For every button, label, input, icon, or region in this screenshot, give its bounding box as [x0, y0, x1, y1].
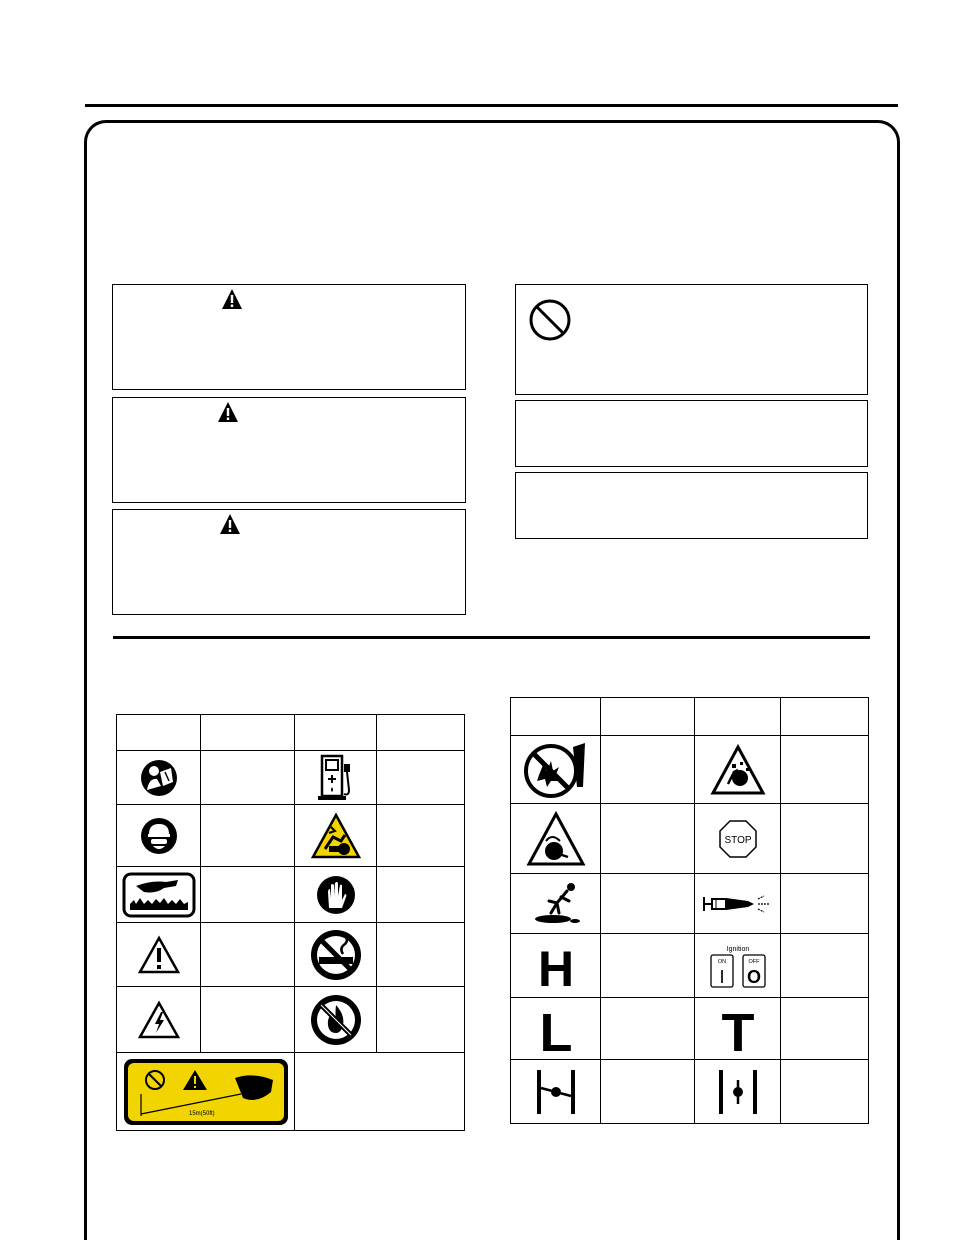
- spray-icon: [702, 893, 774, 915]
- table-row: [117, 751, 465, 805]
- stop-icon: [718, 819, 758, 859]
- stop-label: STOP: [723, 834, 752, 846]
- danger-box: [112, 284, 466, 390]
- table-row: [511, 934, 869, 998]
- prohibition-box: [515, 284, 868, 395]
- right-symbol-table: [510, 697, 869, 1124]
- choke-open-icon: [713, 1068, 763, 1116]
- low-letter: L: [539, 1004, 572, 1053]
- left-symbol-table: [116, 714, 465, 1131]
- hot-surface-icon: [122, 872, 196, 918]
- ignition-label: Ignition: [726, 945, 749, 953]
- table-row: [117, 987, 465, 1053]
- no-fire-icon: [309, 993, 363, 1047]
- distance-label: 15m(50ft): [188, 1110, 215, 1117]
- ignition-switch-icon: [699, 943, 777, 989]
- table-row: [511, 736, 869, 804]
- electric-shock-icon: [137, 1000, 181, 1040]
- gloves-icon: [315, 874, 357, 916]
- warning-box: [112, 397, 466, 503]
- no-thrown-objects-icon: [523, 741, 589, 799]
- falling-object-icon: [526, 811, 586, 867]
- high-letter: H: [537, 943, 574, 988]
- table-row: [117, 867, 465, 923]
- prohibition-icon: [528, 298, 572, 342]
- table-header-row: [511, 698, 869, 736]
- table-row: [117, 805, 465, 867]
- no-smoking-icon: [309, 928, 363, 982]
- table-header-row: [117, 715, 465, 751]
- read-manual-icon: [139, 758, 179, 798]
- tee-letter: T: [721, 1004, 754, 1053]
- on-label: ON: [717, 958, 726, 965]
- keep-distance-label-icon: [123, 1058, 289, 1126]
- header-rule: [85, 104, 898, 107]
- tee-icon: [718, 1005, 758, 1053]
- off-label: OFF: [748, 958, 759, 965]
- head-protection-icon: [139, 816, 179, 856]
- table-row: [511, 1060, 869, 1124]
- note-box: [515, 472, 868, 539]
- off-symbol: O: [746, 966, 761, 987]
- on-symbol: I: [718, 966, 725, 987]
- kickback-hazard-icon: [311, 813, 361, 859]
- slip-hazard-icon: [529, 881, 583, 927]
- important-box: [515, 400, 868, 467]
- flying-debris-icon: [710, 744, 766, 796]
- caution-box: [112, 509, 466, 615]
- high-icon: [536, 944, 576, 988]
- choke-closed-icon: [531, 1068, 581, 1116]
- table-row: [511, 804, 869, 874]
- table-row: [511, 998, 869, 1060]
- fuel-pump-icon: [316, 754, 356, 802]
- table-row: [117, 923, 465, 987]
- low-icon: [536, 1005, 576, 1053]
- warning-triangle-icon: [217, 401, 239, 423]
- table-row: [117, 1053, 465, 1131]
- warning-triangle-icon: [221, 288, 243, 310]
- table-row: [511, 874, 869, 934]
- caution-icon: [137, 935, 181, 975]
- warning-triangle-icon: [219, 513, 241, 535]
- section-rule: [113, 636, 870, 639]
